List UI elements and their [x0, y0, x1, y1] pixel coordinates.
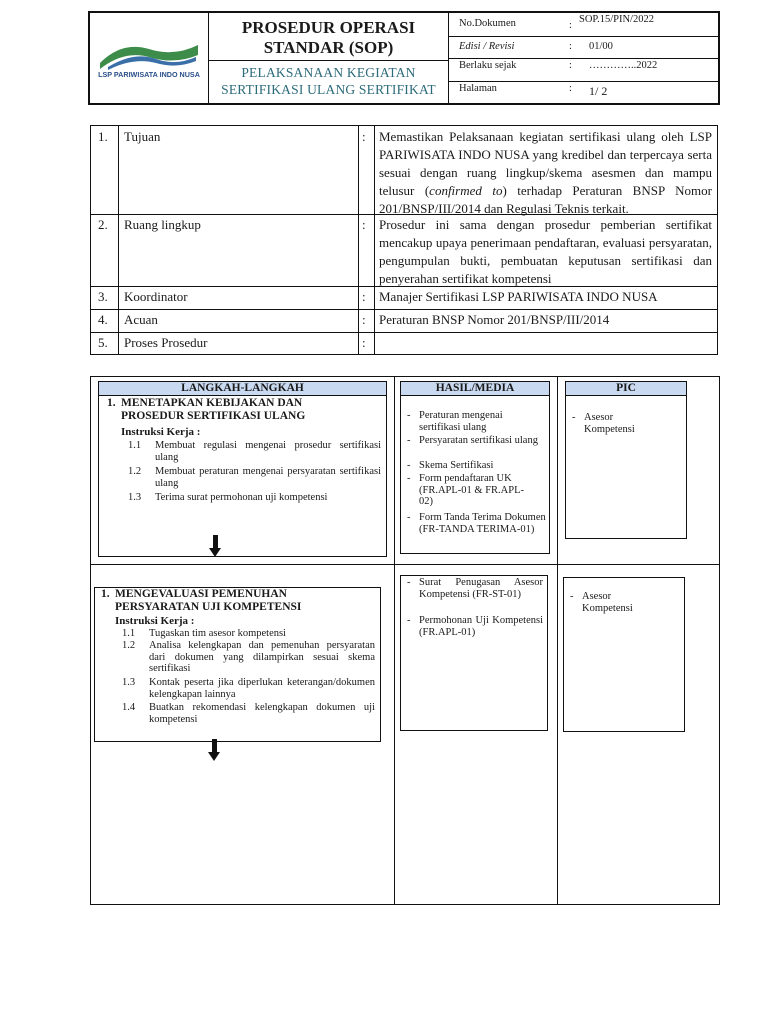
row-text: Peraturan BNSP Nomor 201/BNSP/III/2014: [379, 312, 610, 327]
step-2-number: 1.: [101, 588, 110, 600]
step-1-title: MENETAPKAN KEBIJAKAN DAN PROSEDUR SERTIFIKASI ULANG: [121, 397, 306, 422]
bullet: -: [570, 591, 574, 602]
meta-value: 1/ 2: [589, 83, 608, 98]
item-text: Tugaskan tim asesor kompetensi: [149, 628, 286, 639]
results-2-box: [400, 575, 548, 731]
row-colon: :: [362, 289, 366, 304]
row-text: [379, 128, 712, 218]
row-colon: :: [362, 217, 366, 232]
info-row-proses: [91, 332, 717, 354]
step-2-instr-label: Instruksi Kerja :: [115, 615, 195, 627]
row-label: Koordinator: [124, 289, 188, 304]
row-number: 1.: [98, 129, 108, 144]
item-text: Buatkan rekomendasi kelengkapan dokumen uji kompetensi: [149, 702, 375, 725]
step-2-box: [94, 587, 381, 742]
step-1-number: 1.: [107, 397, 116, 409]
meta-key: Halaman: [459, 82, 497, 94]
item-text: Analisa kelengkapan dan pemenuhan persyaratan dari dokumen yang dilampirkan sesuai skema sertifikasi: [149, 640, 375, 674]
pic-item: Asesor Kompetensi: [584, 412, 635, 435]
text-part: Memastikan Pelaksanaan kegiatan sertifikasi ulang oleh LSP PARIWISATA INDO NUSA yang kredibel dan terpercaya serta sesuai dengan ruang lingkup/skema asesmen dan mampu telusur (: [379, 129, 712, 198]
meta-key: Berlaku sejak: [459, 60, 517, 71]
result-item: Surat Penugasan Asesor Kompetensi (FR-ST-01): [419, 577, 543, 600]
row-label: Proses Prosedur: [124, 335, 208, 350]
row-number: 5.: [98, 335, 108, 350]
bullet: -: [407, 615, 411, 626]
step-2-title: MENGEVALUASI PEMENUHAN PERSYARATAN UJI KOMPETENSI: [115, 588, 302, 613]
meta-value: …………..2022: [589, 60, 658, 71]
item-number: 1.3: [128, 492, 142, 503]
results-1-box: [400, 381, 550, 554]
meta-row-no-dokumen: [449, 13, 718, 37]
bullet: -: [407, 435, 411, 446]
info-row-koordinator: [91, 286, 717, 310]
item-text: Membuat peraturan mengenai persyaratan sertifikasi ulang: [155, 466, 381, 489]
item-text: Kontak peserta jika diperlukan keterangan/dokumen kelengkapan lainnya: [149, 677, 375, 700]
item-number: 1.2: [128, 466, 142, 477]
result-item: Peraturan mengenai sertifikasi ulang: [419, 410, 503, 433]
bullet: -: [407, 577, 411, 588]
meta-key: Edisi / Revisi: [459, 40, 515, 52]
lsp-logo: [94, 35, 204, 81]
meta-colon: :: [569, 82, 572, 94]
item-number: 1.2: [122, 640, 136, 651]
result-item: Skema Sertifikasi: [419, 460, 494, 471]
document-meta: [449, 13, 718, 103]
result-item: Persyaratan sertifikasi ulang: [419, 435, 538, 446]
meta-key: No.Dokumen: [459, 18, 516, 29]
item-number: 1.1: [128, 440, 142, 451]
bullet: -: [407, 460, 411, 471]
row-colon: :: [362, 129, 366, 144]
pic-2-box: [563, 577, 685, 732]
info-row-acuan: [91, 309, 717, 333]
info-row-tujuan: [91, 126, 717, 215]
column-divider: [557, 377, 558, 904]
row-colon: :: [362, 335, 366, 350]
pic-1-box: [565, 381, 687, 539]
meta-row-berlaku: [449, 58, 718, 82]
row-number: 4.: [98, 312, 108, 327]
step-1-instr-label: Instruksi Kerja :: [121, 426, 201, 438]
procedure-table: [90, 376, 720, 905]
logo-cell: [90, 13, 209, 103]
result-item: Form Tanda Terima Dokumen (FR-TANDA TERIMA-01): [419, 512, 546, 535]
text-part-italic: confirmed to: [429, 183, 503, 198]
down-arrow-icon: [208, 739, 221, 762]
row-label: Acuan: [124, 312, 158, 327]
document-subtitle: PELAKSANAAN KEGIATAN SERTIFIKASI ULANG SERTIFIKAT: [221, 65, 436, 97]
row-colon: :: [362, 312, 366, 327]
row-number: 3.: [98, 289, 108, 304]
meta-value: SOP.15/PIN/2022: [579, 14, 654, 25]
meta-value: 01/00: [589, 40, 613, 52]
results-header: HASIL/MEDIA: [400, 381, 550, 396]
row-divider: [91, 564, 719, 565]
meta-colon: :: [569, 40, 572, 52]
pic-header: PIC: [565, 381, 687, 396]
info-row-ruang-lingkup: [91, 214, 717, 287]
step-1-box: [98, 381, 387, 557]
steps-header: LANGKAH-LANGKAH: [98, 381, 387, 396]
result-item: Form pendaftaran UK (FR.APL-01 & FR.APL-02): [419, 473, 525, 507]
bullet: -: [407, 512, 411, 523]
title-cell: [209, 13, 449, 103]
column-divider: [394, 377, 395, 904]
info-table: [90, 125, 718, 355]
bullet: -: [572, 412, 576, 423]
down-arrow-icon: [209, 535, 222, 558]
meta-colon: :: [569, 60, 572, 71]
item-number: 1.1: [122, 628, 136, 639]
row-number: 2.: [98, 217, 108, 232]
row-text: Manajer Sertifikasi LSP PARIWISATA INDO NUSA: [379, 289, 658, 304]
item-number: 1.4: [122, 702, 136, 713]
result-item: Permohonan Uji Kompetensi (FR.APL-01): [419, 615, 543, 638]
bullet: -: [407, 410, 411, 421]
meta-row-edisi: [449, 36, 718, 60]
meta-row-halaman: [449, 81, 718, 104]
pic-item: Asesor Kompetensi: [582, 591, 633, 614]
row-label: Ruang lingkup: [124, 217, 201, 232]
document-header: [88, 11, 720, 105]
text-part: ) terhadap Peraturan BNSP Nomor 201/BNSP/III/2014 dan Regulasi Teknis terkait.: [379, 183, 713, 216]
item-number: 1.3: [122, 677, 136, 688]
row-label: Tujuan: [124, 129, 161, 144]
row-text: Prosedur ini sama dengan prosedur pemberian sertifikat mencakup upaya penerimaan pendaftaran, evaluasi persyaratan, pengumpulan bukti, pembuatan keputusan sertifikasi dan penyerahan sertifikat kompetensi: [379, 217, 712, 286]
item-text: Terima surat permohonan uji kompetensi: [155, 492, 328, 503]
bullet: -: [407, 473, 411, 484]
document-title: PROSEDUR OPERASI STANDAR (SOP): [209, 13, 448, 61]
logo-text: LSP PARIWISATA INDO NUSA: [98, 70, 200, 79]
meta-colon: :: [569, 20, 572, 31]
item-text: Membuat regulasi mengenai prosedur sertifikasi ulang: [155, 440, 381, 463]
